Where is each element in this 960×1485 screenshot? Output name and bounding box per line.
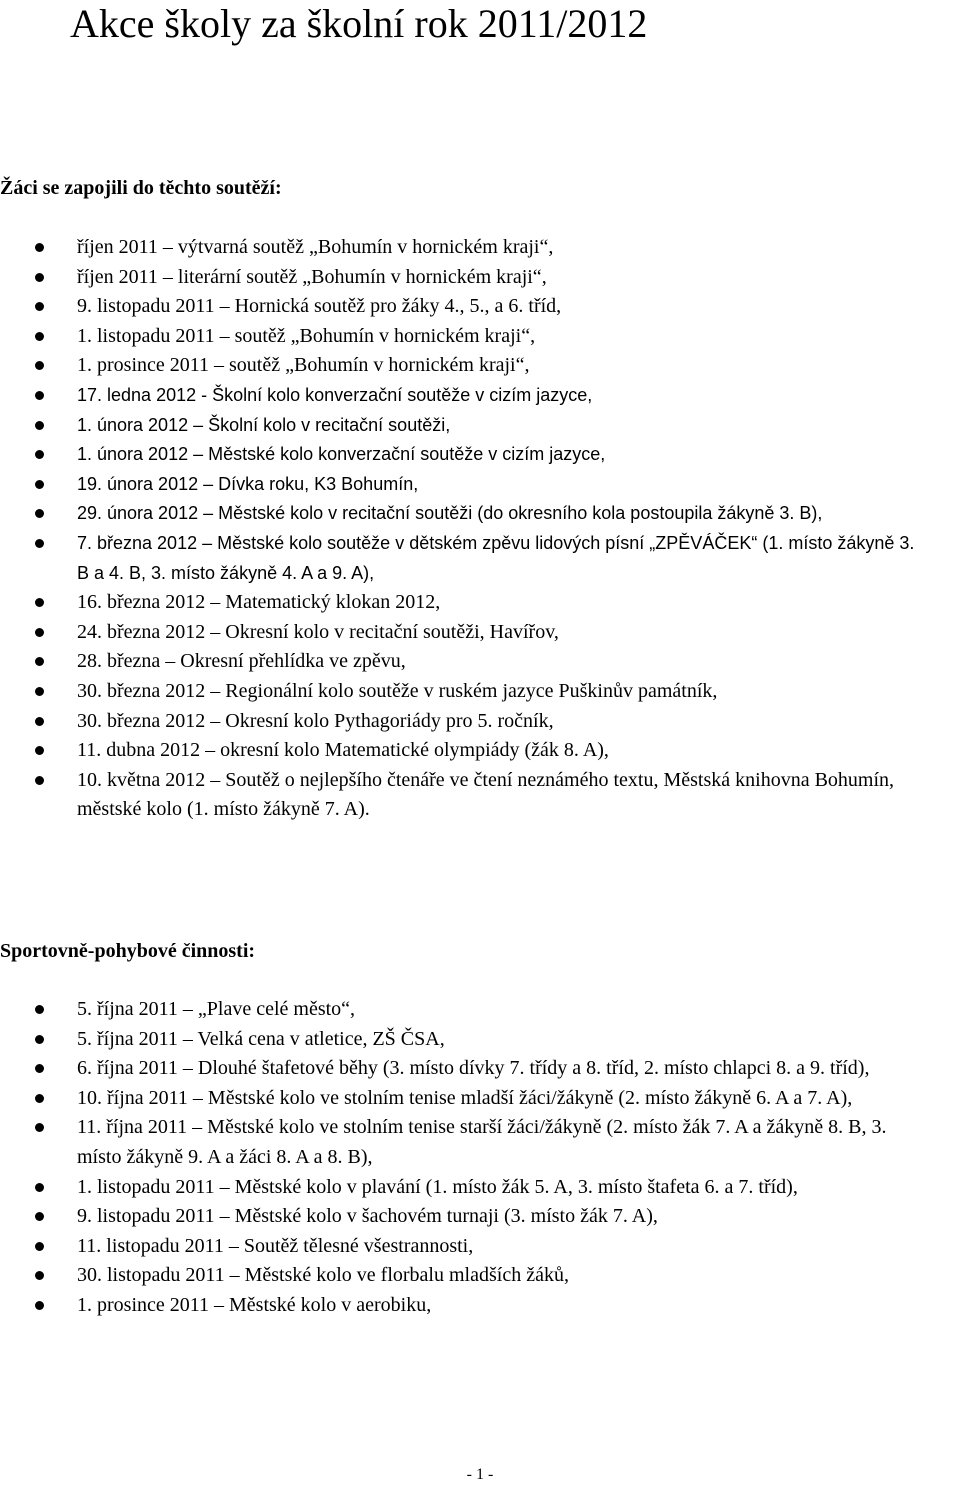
sports-list bbox=[0, 995, 920, 1321]
list-item bbox=[0, 647, 920, 677]
list-item bbox=[0, 1113, 920, 1172]
bullet-icon bbox=[35, 273, 44, 282]
list-item-text: 16. března 2012 – Matematický klokan 2012, bbox=[77, 591, 441, 614]
bullet-icon bbox=[35, 1094, 44, 1103]
bullet-icon bbox=[35, 243, 44, 252]
list-item-text: 30. března 2012 – Regionální kolo soutěže v ruském jazyce Puškinův památník, bbox=[77, 679, 718, 702]
list-item-text: 19. února 2012 – Dívka roku, K3 Bohumín, bbox=[77, 473, 419, 494]
competitions-heading: Žáci se zapojili do těchto soutěží: bbox=[0, 177, 282, 199]
list-item bbox=[0, 499, 920, 529]
list-item bbox=[0, 1025, 920, 1055]
bullet-icon bbox=[35, 1212, 44, 1221]
list-item bbox=[0, 677, 920, 707]
page-number: - 1 - bbox=[466, 1466, 494, 1483]
list-item-text: 28. března – Okresní přehlídka ve zpěvu, bbox=[77, 650, 406, 673]
list-item-text: 11. dubna 2012 – okresní kolo Matematické olympiády (žák 8. A), bbox=[77, 739, 609, 762]
list-item bbox=[0, 351, 920, 381]
list-item bbox=[0, 292, 920, 322]
list-item bbox=[0, 440, 920, 470]
bullet-icon bbox=[35, 450, 44, 459]
list-item bbox=[0, 995, 920, 1025]
list-item bbox=[0, 1291, 920, 1321]
list-item-text: 1. února 2012 – Školní kolo v recitační soutěži, bbox=[77, 414, 451, 435]
list-item bbox=[0, 1202, 920, 1232]
list-item-text: 5. října 2011 – „Plave celé město“, bbox=[77, 998, 356, 1020]
list-item-text: 11. listopadu 2011 – Soutěž tělesné všestrannosti, bbox=[77, 1234, 474, 1257]
list-item bbox=[0, 1084, 920, 1114]
list-item-text: 1. listopadu 2011 – soutěž „Bohumín v hornickém kraji“, bbox=[77, 324, 536, 347]
bullet-icon bbox=[35, 657, 44, 666]
bullet-icon bbox=[35, 746, 44, 755]
list-item-text: říjen 2011 – literární soutěž „Bohumín v hornickém kraji“, bbox=[77, 265, 547, 288]
list-item-text: 17. ledna 2012 - Školní kolo konverzační soutěže v cizím jazyce, bbox=[77, 384, 593, 405]
bullet-icon bbox=[35, 539, 44, 548]
list-item-text: říjen 2011 – výtvarná soutěž „Bohumín v hornickém kraji“, bbox=[77, 236, 554, 258]
list-item bbox=[0, 233, 920, 263]
bullet-icon bbox=[35, 1183, 44, 1192]
bullet-icon bbox=[35, 302, 44, 311]
list-item-text: 1. listopadu 2011 – Městské kolo v plavání (1. místo žák 5. A, 3. místo štafeta 6. a 7. tříd), bbox=[77, 1175, 798, 1198]
list-item-text: 7. března 2012 – Městské kolo soutěže v dětském zpěvu lidových písní „ZPĚVÁČEK“ (1. místo žákyně 3. B a 4. B, 3. místo žákyně 4. A a 9. A), bbox=[77, 532, 915, 583]
list-item-text: 1. prosince 2011 – soutěž „Bohumín v hornickém kraji“, bbox=[77, 354, 530, 377]
list-item-text: 30. března 2012 – Okresní kolo Pythagoriády pro 5. ročník, bbox=[77, 709, 554, 732]
list-item-text: 10. května 2012 – Soutěž o nejlepšího čtenáře ve čtení neznámého textu, Městská knihovna Bohumín, městské kolo (1. místo žákyně 7. A). bbox=[77, 768, 895, 821]
bullet-icon bbox=[35, 421, 44, 430]
list-item bbox=[0, 1173, 920, 1203]
bullet-icon bbox=[35, 1301, 44, 1310]
bullet-icon bbox=[35, 391, 44, 400]
list-item-text: 5. října 2011 – Velká cena v atletice, ZŠ ČSA, bbox=[77, 1027, 445, 1050]
bullet-icon bbox=[35, 628, 44, 637]
competitions-list bbox=[0, 233, 920, 825]
list-item bbox=[0, 263, 920, 293]
list-item bbox=[0, 381, 920, 411]
bullet-icon bbox=[35, 717, 44, 726]
list-item-text: 9. listopadu 2011 – Hornická soutěž pro žáky 4., 5., a 6. tříd, bbox=[77, 295, 562, 318]
list-item-text: 29. února 2012 – Městské kolo v recitační soutěži (do okresního kola postoupila žákyně 3. B), bbox=[77, 503, 823, 524]
bullet-icon bbox=[35, 332, 44, 341]
list-item-text: 10. října 2011 – Městské kolo ve stolním tenise mladší žáci/žákyně (2. místo žákyně 6. A a 7. A), bbox=[77, 1086, 853, 1109]
sports-heading: Sportovně-pohybové činnosti: bbox=[0, 940, 256, 962]
bullet-icon bbox=[35, 480, 44, 489]
list-item bbox=[0, 1261, 920, 1291]
list-item-text: 1. prosince 2011 – Městské kolo v aerobiku, bbox=[77, 1293, 432, 1316]
bullet-icon bbox=[35, 1242, 44, 1251]
list-item-text: 1. února 2012 – Městské kolo konverzační soutěže v cizím jazyce, bbox=[77, 444, 606, 465]
bullet-icon bbox=[35, 776, 44, 785]
list-item bbox=[0, 588, 920, 618]
list-item bbox=[0, 1054, 920, 1084]
bullet-icon bbox=[35, 1123, 44, 1132]
bullet-icon bbox=[35, 361, 44, 370]
bullet-icon bbox=[35, 687, 44, 696]
list-item-text: 30. listopadu 2011 – Městské kolo ve florbalu mladších žáků, bbox=[77, 1264, 569, 1287]
list-item bbox=[0, 322, 920, 352]
bullet-icon bbox=[35, 598, 44, 607]
bullet-icon bbox=[35, 1035, 44, 1044]
list-item bbox=[0, 736, 920, 766]
page-title: Akce školy za školní rok 2011/2012 bbox=[70, 1, 648, 46]
bullet-icon bbox=[35, 1271, 44, 1280]
bullet-icon bbox=[35, 1064, 44, 1073]
list-item-text: 24. března 2012 – Okresní kolo v recitační soutěži, Havířov, bbox=[77, 620, 559, 643]
list-item bbox=[0, 766, 920, 825]
list-item bbox=[0, 618, 920, 648]
list-item-text: 11. října 2011 – Městské kolo ve stolním tenise starší žáci/žákyně (2. místo žák 7. A a žákyně 8. B, 3. místo žákyně 9. A a žáci 8. A a 8. B), bbox=[77, 1116, 887, 1168]
list-item bbox=[0, 470, 920, 500]
list-item bbox=[0, 1232, 920, 1262]
list-item-text: 6. října 2011 – Dlouhé štafetové běhy (3. místo dívky 7. třídy a 8. tříd, 2. místo chlapci 8. a 9. tříd), bbox=[77, 1057, 870, 1080]
list-item-text: 9. listopadu 2011 – Městské kolo v šachovém turnaji (3. místo žák 7. A), bbox=[77, 1205, 658, 1228]
list-item bbox=[0, 529, 920, 588]
bullet-icon bbox=[35, 1005, 44, 1014]
list-item bbox=[0, 411, 920, 441]
bullet-icon bbox=[35, 509, 44, 518]
list-item bbox=[0, 707, 920, 737]
